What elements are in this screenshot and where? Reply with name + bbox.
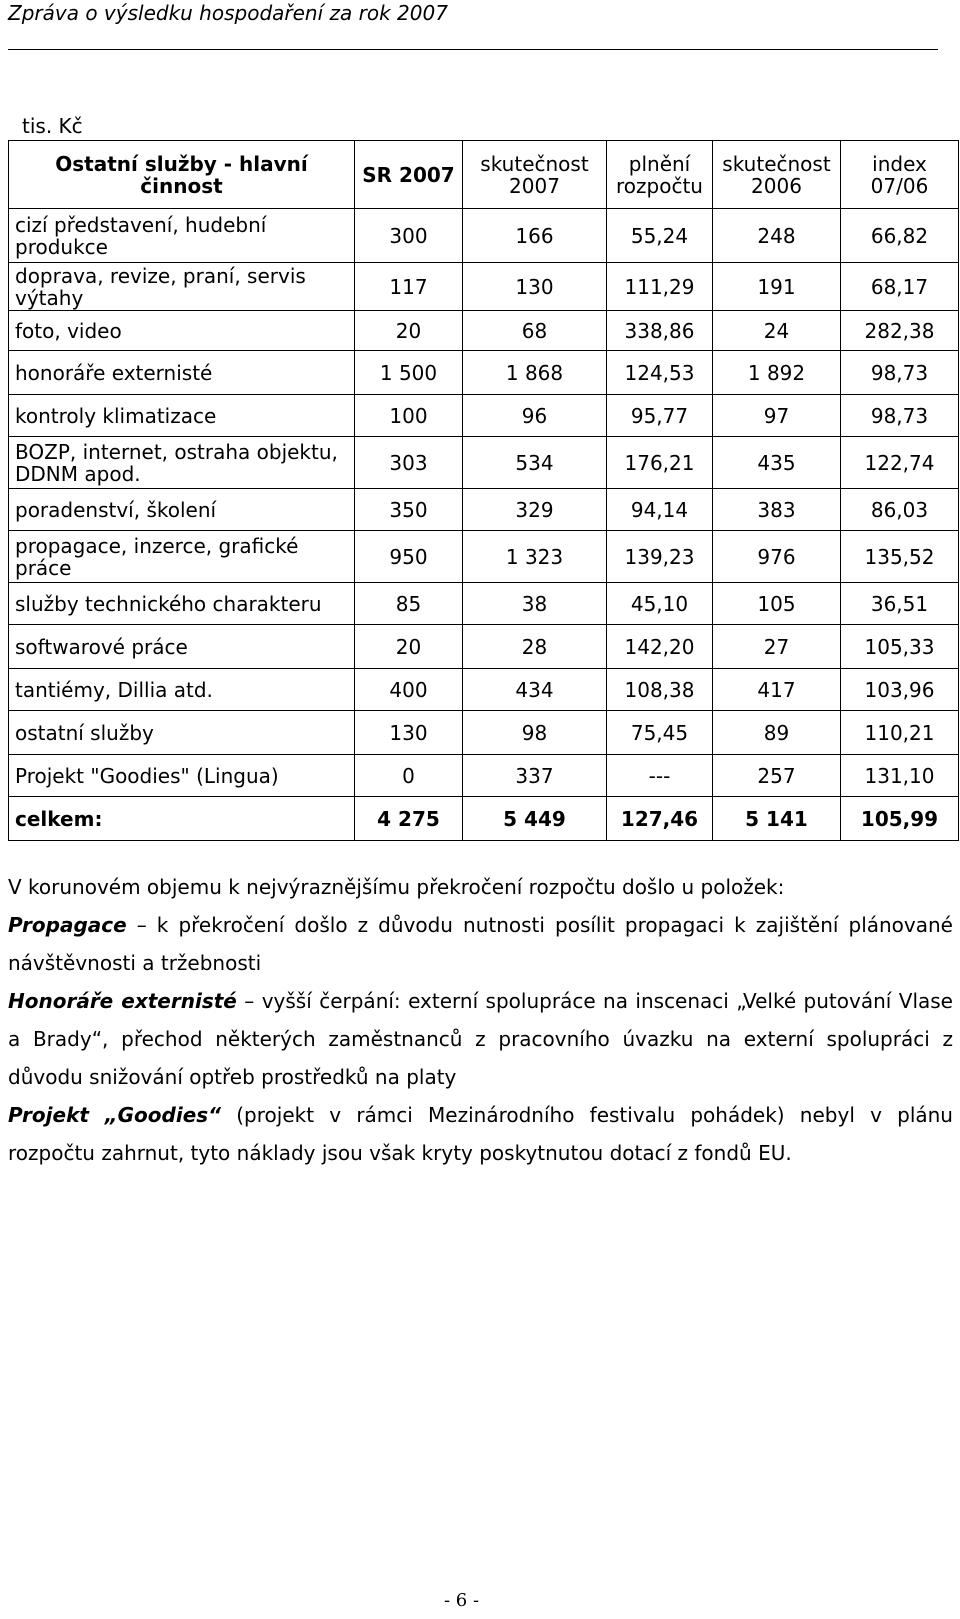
cell-index: 282,38	[841, 311, 959, 351]
cell-act2006: 248	[713, 209, 841, 263]
row-label: ostatní služby	[9, 711, 355, 755]
table-row	[9, 351, 959, 395]
cell-act2006: 5 141	[713, 797, 841, 841]
cell-plneni: 338,86	[607, 311, 713, 351]
table-header-row	[9, 141, 959, 209]
cell-plneni: 124,53	[607, 351, 713, 395]
commentary-honorare-title: Honoráře externisté	[8, 989, 237, 1013]
cell-act2006: 383	[713, 489, 841, 531]
row-label: Projekt "Goodies" (Lingua)	[9, 755, 355, 797]
cell-index: 110,21	[841, 711, 959, 755]
header-budget-fulfilment: plnění rozpočtu	[607, 141, 713, 209]
cell-act2007: 534	[463, 437, 607, 489]
row-label: kontroly klimatizace	[9, 395, 355, 437]
cell-act2007: 337	[463, 755, 607, 797]
table-row	[9, 489, 959, 531]
cell-act2006: 1 892	[713, 351, 841, 395]
cell-sr: 400	[355, 669, 463, 711]
header-category: Ostatní služby - hlavní činnost	[9, 141, 355, 209]
cell-index: 66,82	[841, 209, 959, 263]
row-label: poradenství, školení	[9, 489, 355, 531]
cell-act2007: 38	[463, 583, 607, 625]
table-row	[9, 263, 959, 311]
commentary-goodies-title: Projekt „Goodies“	[8, 1103, 222, 1127]
cell-index: 86,03	[841, 489, 959, 531]
commentary	[8, 868, 953, 1172]
cell-act2006: 97	[713, 395, 841, 437]
cell-act2007: 1 323	[463, 531, 607, 583]
cell-act2006: 191	[713, 263, 841, 311]
cell-plneni: 55,24	[607, 209, 713, 263]
cell-plneni: 75,45	[607, 711, 713, 755]
cell-sr: 1 500	[355, 351, 463, 395]
row-label: doprava, revize, praní, servis výtahy	[9, 263, 355, 311]
cell-plneni: 111,29	[607, 263, 713, 311]
cell-index: 98,73	[841, 351, 959, 395]
cell-plneni: 95,77	[607, 395, 713, 437]
cell-sr: 950	[355, 531, 463, 583]
cell-index: 98,73	[841, 395, 959, 437]
cell-act2006: 27	[713, 625, 841, 669]
table-row	[9, 209, 959, 263]
row-label: celkem:	[9, 797, 355, 841]
cell-plneni: 142,20	[607, 625, 713, 669]
cell-index: 131,10	[841, 755, 959, 797]
cell-sr: 117	[355, 263, 463, 311]
table-row	[9, 755, 959, 797]
row-label: softwarové práce	[9, 625, 355, 669]
commentary-honorare-body: – vyšší čerpání: externí spolupráce na inscenaci „Velké putování Vlase a Brady“, přechod některých zaměstnanců z pracovního úvazku na externí spolupráci z důvodu snižování optřeb prostředků na platy	[8, 989, 953, 1089]
cell-index: 135,52	[841, 531, 959, 583]
cell-plneni: 127,46	[607, 797, 713, 841]
row-label: propagace, inzerce, grafické práce	[9, 531, 355, 583]
header-actual-2006: skutečnost 2006	[713, 141, 841, 209]
cell-plneni: 139,23	[607, 531, 713, 583]
cell-sr: 20	[355, 625, 463, 669]
cell-index: 36,51	[841, 583, 959, 625]
cell-act2006: 976	[713, 531, 841, 583]
table-row	[9, 583, 959, 625]
cell-plneni: 45,10	[607, 583, 713, 625]
cell-act2006: 24	[713, 311, 841, 351]
table-row	[9, 531, 959, 583]
page-number: - 6 -	[444, 1590, 480, 1611]
commentary-propagace	[8, 906, 953, 982]
cell-act2007: 329	[463, 489, 607, 531]
services-table	[8, 140, 959, 841]
cell-sr: 0	[355, 755, 463, 797]
row-label: foto, video	[9, 311, 355, 351]
commentary-propagace-title: Propagace	[8, 913, 127, 937]
table-row	[9, 711, 959, 755]
cell-act2007: 166	[463, 209, 607, 263]
table-row	[9, 437, 959, 489]
table-row	[9, 395, 959, 437]
cell-act2007: 1 868	[463, 351, 607, 395]
commentary-goodies	[8, 1096, 953, 1172]
row-label: služby technického charakteru	[9, 583, 355, 625]
commentary-honorare	[8, 982, 953, 1096]
cell-index: 122,74	[841, 437, 959, 489]
header-actual-2007: skutečnost 2007	[463, 141, 607, 209]
commentary-intro: V korunovém objemu k nejvýraznějšímu překročení rozpočtu došlo u položek:	[8, 875, 785, 899]
cell-act2007: 68	[463, 311, 607, 351]
header-sr-2007: SR 2007	[355, 141, 463, 209]
cell-sr: 20	[355, 311, 463, 351]
header-divider	[8, 49, 938, 50]
cell-act2006: 417	[713, 669, 841, 711]
cell-act2007: 98	[463, 711, 607, 755]
cell-act2007: 5 449	[463, 797, 607, 841]
row-label: BOZP, internet, ostraha objektu, DDNM apod.	[9, 437, 355, 489]
cell-sr: 303	[355, 437, 463, 489]
document-title: Zpráva o výsledku hospodaření za rok 2007	[8, 1, 448, 25]
cell-sr: 85	[355, 583, 463, 625]
cell-act2006: 435	[713, 437, 841, 489]
header-index: index 07/06	[841, 141, 959, 209]
cell-sr: 350	[355, 489, 463, 531]
cell-act2006: 89	[713, 711, 841, 755]
cell-act2006: 257	[713, 755, 841, 797]
cell-index: 68,17	[841, 263, 959, 311]
cell-act2006: 105	[713, 583, 841, 625]
commentary-goodies-body: (projekt v rámci Mezinárodního festivalu pohádek) nebyl v plánu rozpočtu zahrnut, tyto náklady jsou však kryty poskytnutou dotací z fondů EU.	[8, 1103, 953, 1165]
cell-sr: 100	[355, 395, 463, 437]
cell-act2007: 28	[463, 625, 607, 669]
row-label: tantiémy, Dillia atd.	[9, 669, 355, 711]
cell-act2007: 434	[463, 669, 607, 711]
unit-label: tis. Kč	[22, 114, 83, 138]
cell-act2007: 130	[463, 263, 607, 311]
cell-index: 105,99	[841, 797, 959, 841]
cell-plneni: 176,21	[607, 437, 713, 489]
row-label: cizí představení, hudební produkce	[9, 209, 355, 263]
cell-index: 103,96	[841, 669, 959, 711]
table-total-row	[9, 797, 959, 841]
cell-sr: 300	[355, 209, 463, 263]
table-row	[9, 625, 959, 669]
cell-plneni: 108,38	[607, 669, 713, 711]
cell-sr: 130	[355, 711, 463, 755]
table-row	[9, 669, 959, 711]
commentary-propagace-body: – k překročení došlo z důvodu nutnosti posílit propagaci k zajištění plánované návštěvnosti a tržebnosti	[8, 913, 953, 975]
table-row	[9, 311, 959, 351]
cell-index: 105,33	[841, 625, 959, 669]
cell-act2007: 96	[463, 395, 607, 437]
cell-plneni: 94,14	[607, 489, 713, 531]
cell-plneni: ---	[607, 755, 713, 797]
row-label: honoráře externisté	[9, 351, 355, 395]
cell-sr: 4 275	[355, 797, 463, 841]
